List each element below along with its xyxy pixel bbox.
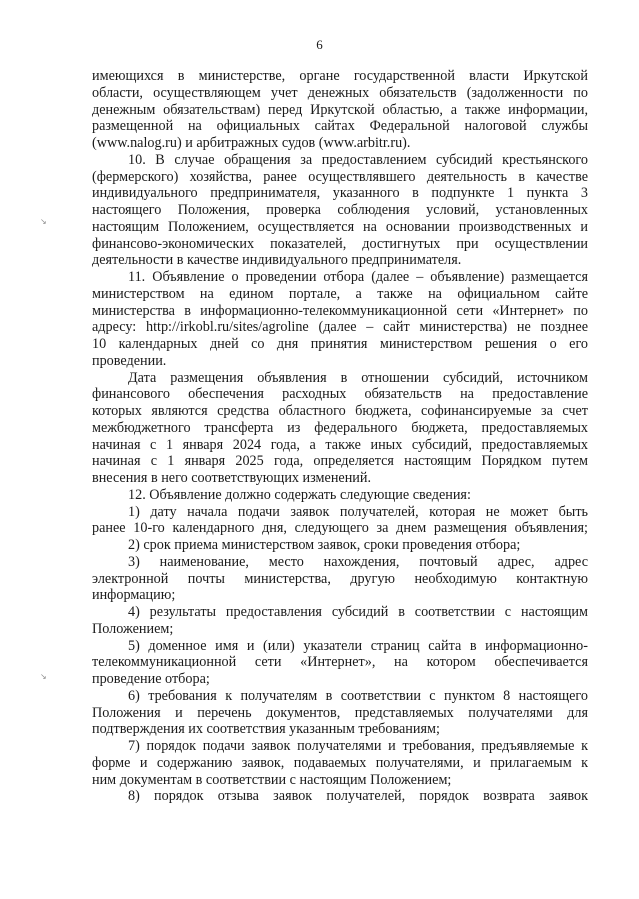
text-line: Дата размещения объявления в отношении субсидий, источником: [128, 369, 588, 386]
text-line: 2) срок приема министерством заявок, сроки проведения отбора;: [128, 537, 521, 553]
text-line: адресу: http://irkobl.ru/sites/agroline (далее – сайт министерства) не позднее: [92, 319, 588, 336]
text-line: подтверждения их соответствия указанным требованиям;: [92, 721, 440, 738]
text-line: денежным обязательствам) перед Иркутской областью, а также информации,: [92, 101, 588, 118]
text-line: 6) требования к получателям в соответствии с пунктом 8 настоящего: [128, 687, 588, 704]
text-line: информацию;: [92, 587, 176, 604]
text-line: финансового обеспечения расходных обязательств на предоставление: [92, 386, 588, 403]
text-line: деятельности в качестве индивидуального предпринимателя.: [92, 252, 462, 269]
text-line: финансово-экономических показателей, достигнутых при осуществлении: [92, 235, 588, 252]
text-line: 3) наименование, место нахождения, почтовый адрес, адрес: [128, 553, 588, 570]
text-line: ранее 10-го календарного дня, следующего за днем размещения объявления;: [92, 520, 588, 537]
text-line: форме и содержанию заявок, подаваемых получателями, и прилагаемым к: [92, 754, 588, 771]
text-line: ним документам в соответствии с настоящим Положением;: [92, 771, 452, 788]
text-line: телекоммуникационной сети «Интернет», на котором обеспечивается: [92, 654, 588, 671]
text-line: (www.nalog.ru) и арбитражных судов (www.arbitr.ru).: [92, 135, 411, 151]
text-line: проведение отбора;: [92, 671, 210, 687]
text-line: межбюджетного трансферта из федерального бюджета, предоставляемых: [92, 419, 588, 436]
text-line: имеющихся в министерстве, органе государственной власти Иркутской: [92, 68, 588, 84]
text-line: размещенной на официальных сайтах Федеральной налоговой службы: [92, 118, 588, 135]
text-line: (фермерского) хозяйства, ранее осуществлявшего деятельность в качестве: [92, 168, 588, 185]
text-line: начиная с 1 января 2025 года, определяется настоящим Порядком путем: [92, 453, 588, 470]
text-line: 10. В случае обращения за предоставлением субсидий крестьянского: [128, 151, 588, 168]
text-line: электронной почты министерства, другую необходимую контактную: [92, 570, 588, 587]
text-line: настоящего Положения, проверка соблюдения условий, установленных: [92, 202, 588, 218]
text-line: 12. Объявление должно содержать следующие сведения:: [128, 486, 471, 503]
text-line: 5) доменное имя и (или) указатели страниц сайта в информационно-: [128, 637, 588, 654]
margin-mark: ↘: [40, 672, 47, 681]
text-line: начиная с 1 января 2024 года, а также иных субсидий, предоставляемых: [92, 436, 588, 453]
text-line: 1) дату начала подачи заявок получателей, которая не может быть: [128, 503, 588, 520]
margin-mark: ↘: [40, 217, 47, 226]
text-line: индивидуального предпринимателя, указанного в подпункте 1 пункта 3: [92, 185, 588, 202]
text-line: проведении.: [92, 352, 167, 369]
text-line: Положением;: [92, 620, 174, 637]
text-line: 8) порядок отзыва заявок получателей, порядок возврата заявок: [128, 788, 588, 805]
document-body: [92, 68, 588, 805]
text-line: 11. Объявление о проведении отбора (далее – объявление) размещается: [128, 269, 588, 285]
text-line: внесения в него соответствующих изменений.: [92, 470, 372, 486]
text-line: 10 календарных дней со дня принятия министерством решения о его: [92, 336, 588, 352]
page-number: 6: [316, 37, 323, 52]
text-line: 7) порядок подачи заявок получателями и требования, предъявляемые к: [128, 738, 588, 754]
text-line: настоящим Положением, осуществляется на основании производственных и: [92, 218, 588, 235]
text-line: Положения и перечень документов, представляемых получателями для: [92, 704, 588, 721]
text-line: министерством на едином портале, а также на официальном сайте: [92, 285, 588, 302]
text-line: области, осуществляющем учет денежных обязательств (задолженности по: [92, 84, 588, 101]
text-line: 4) результаты предоставления субсидий в соответствии с настоящим: [128, 604, 588, 620]
text-line: министерства в информационно-телекоммуникационной сети «Интернет» по: [92, 302, 588, 319]
text-line: которых являются средства областного бюджета, софинансируемые за счет: [92, 403, 588, 419]
